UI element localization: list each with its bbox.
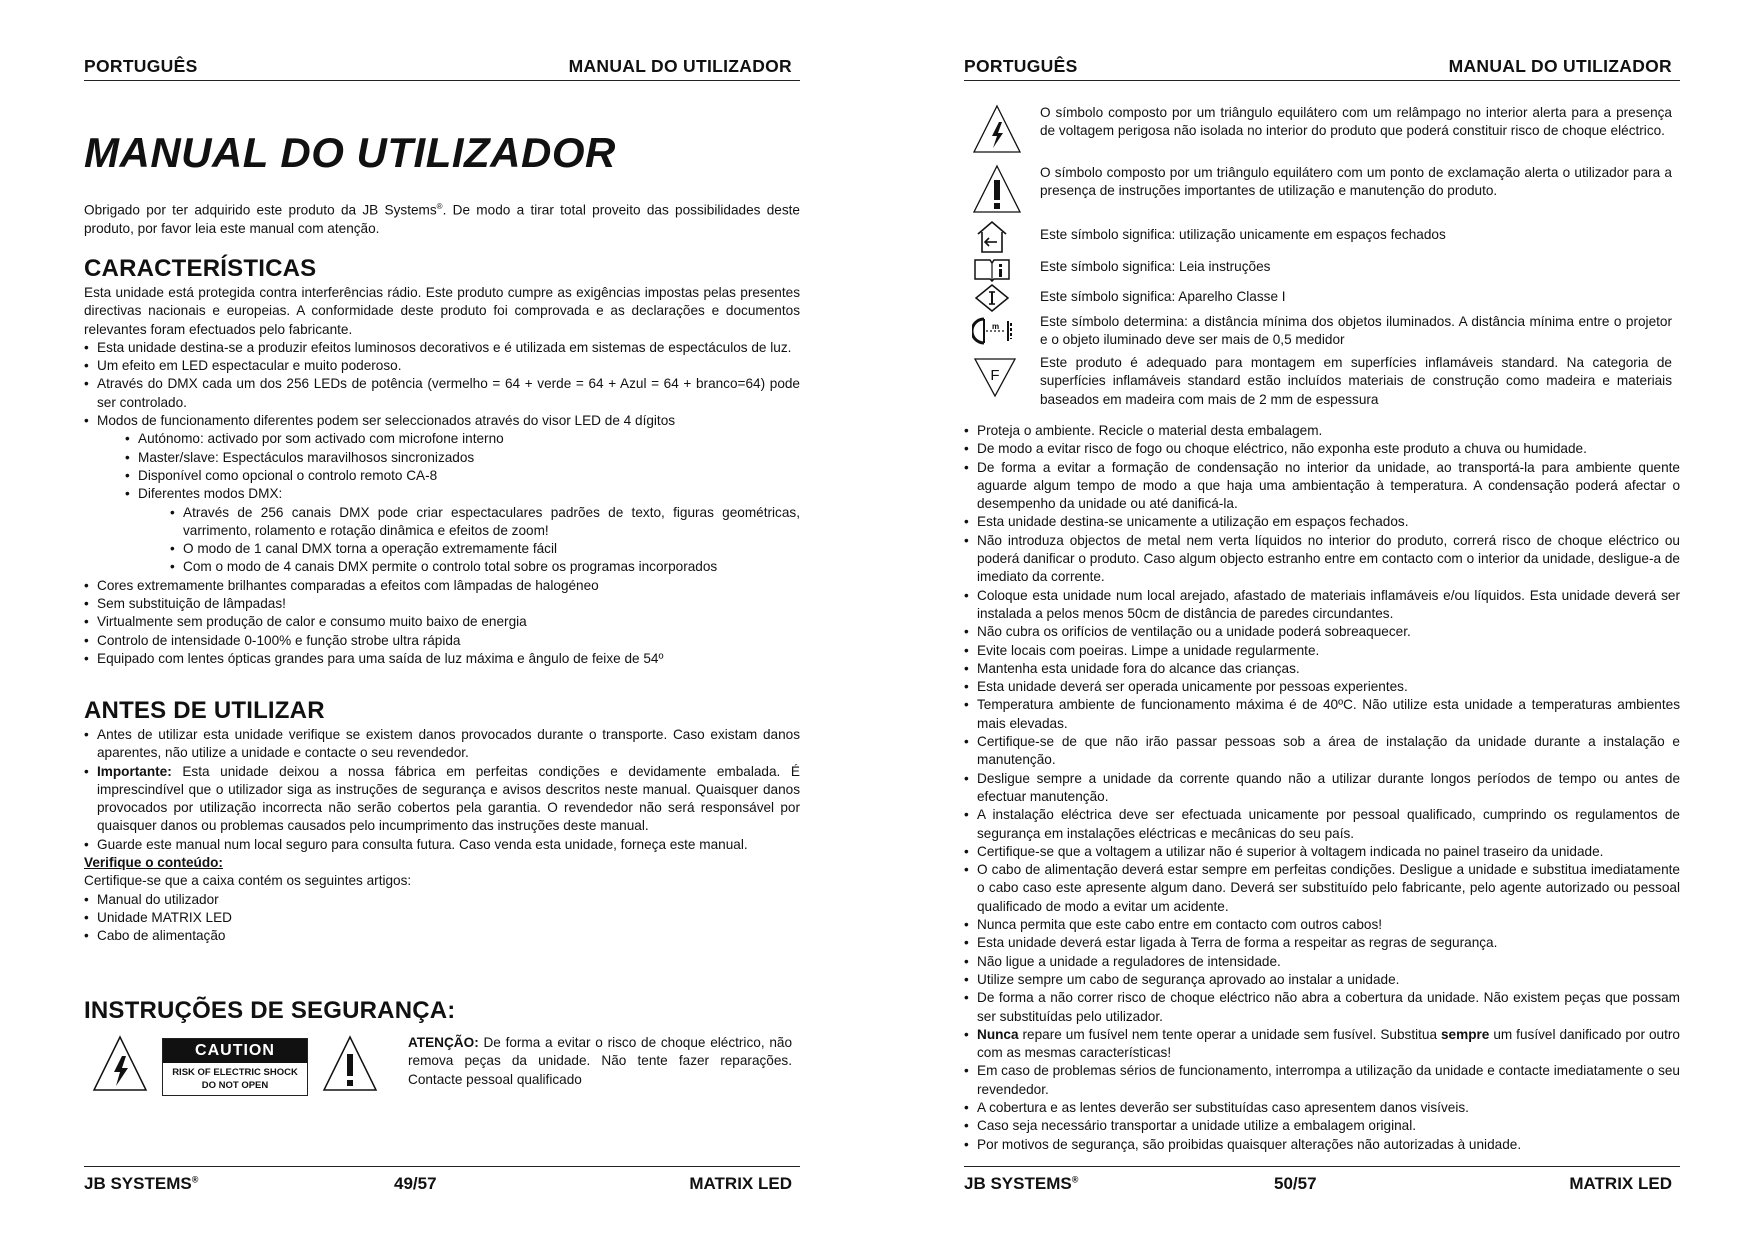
- before-use-heading: ANTES DE UTILIZAR: [84, 697, 325, 724]
- attention-text: [408, 1034, 792, 1089]
- before-use-list: [84, 726, 800, 854]
- list-item: • Por motivos de segurança, são proibidas quaisquer alterações não autorizadas à unidade.: [964, 1136, 1680, 1154]
- list-item: • Master/slave: Espectáculos maravilhosos sincronizados: [125, 449, 800, 467]
- footer-brand: [964, 1174, 1078, 1194]
- fuse-text: repare um fusível nem tente operar a unidade sem fusível. Substitua: [1018, 1026, 1441, 1042]
- list-item: • Disponível como opcional o controlo remoto CA-8: [125, 467, 800, 485]
- right-page: [964, 0, 1680, 1240]
- brand-name: JB SYSTEMS: [964, 1174, 1072, 1193]
- lightning-triangle-icon: [972, 104, 1022, 156]
- check-contents-heading: [84, 854, 800, 872]
- header-title: MANUAL DO UTILIZADOR: [1448, 56, 1672, 76]
- list-item: • Cores extremamente brilhantes comparadas a efeitos com lâmpadas de halogéneo: [84, 577, 800, 595]
- attention-label: ATENÇÃO:: [408, 1035, 479, 1050]
- caution-line-2: DO NOT OPEN: [201, 1080, 269, 1091]
- list-item: • Nunca permita que este cabo entre em contacto com outros cabos!: [964, 916, 1680, 934]
- list-item: • Certifique-se de que não irão passar pessoas sob a área de instalação da unidade durante a instalação e manutenção.: [964, 733, 1680, 770]
- list-item-text: Modos de funcionamento diferentes podem ser seleccionados através do visor LED de 4 dígitos: [97, 413, 676, 429]
- list-item: • A cobertura e as lentes deverão ser substituídas caso apresentem danos visíveis.: [964, 1099, 1680, 1117]
- list-item-text: Diferentes modos DMX:: [138, 486, 283, 502]
- brand-name: JB SYSTEMS: [84, 1174, 192, 1193]
- symbol-text: Este símbolo determina: a distância mínima dos objetos iluminados. A distância mínima entre o projetor e o objeto iluminado deve ser mais de 0,5 medidor: [1040, 314, 1672, 348]
- check-contents-text: Certifique-se que a caixa contém os seguintes artigos:: [84, 873, 412, 889]
- caution-title: CAUTION: [163, 1039, 307, 1063]
- intro-text: Obrigado por ter adquirido este produto da JB Systems: [84, 202, 437, 218]
- check-contents-label: Verifique o conteúdo:: [84, 855, 223, 871]
- list-item: • Controlo de intensidade 0-100% e função strobe ultra rápida: [84, 632, 800, 650]
- symbol-text: Este símbolo significa: Aparelho Classe I: [1040, 289, 1286, 304]
- list-item: • Caso seja necessário transportar a unidade utilize a embalagem original.: [964, 1117, 1680, 1135]
- list-item: • Autónomo: activado por som activado com microfone interno: [125, 430, 800, 448]
- list-item: • Esta unidade deverá ser operada unicamente por pessoas experientes.: [964, 678, 1680, 696]
- list-item: • Certifique-se que a voltagem a utilizar não é superior à voltagem indicada no painel traseiro da unidade.: [964, 843, 1680, 861]
- list-item: [84, 412, 800, 577]
- attention-body: De forma a evitar o risco de choque eléctrico, não remova peças da unidade. Não tente fazer reparações. Contacte pessoal qualificado: [408, 1035, 792, 1087]
- intro-text-end: . De modo a tirar total proveito das possibilidades deste produto, por favor leia este manual com atenção.: [84, 202, 800, 236]
- document-title: MANUAL DO UTILIZADOR: [84, 129, 616, 176]
- list-item: • A instalação eléctrica deve ser efectuada unicamente por pessoal qualificado, cumprindo os regulamentos de segurança em instalações eléctricas e mecânicas do seu país.: [964, 806, 1680, 843]
- list-item: • O cabo de alimentação deverá estar sempre em perfeitas condições. Desligue a unidade e substitua imediatamente o cabo caso este apresente algum dano. Deverá ser substituído pelo fabricante, pelo agente autorizado ou pessoal qualificado de modo a evitar um acidente.: [964, 861, 1680, 916]
- header-title: MANUAL DO UTILIZADOR: [568, 56, 792, 76]
- read-instructions-icon: [972, 256, 1012, 282]
- footer-brand: [84, 1174, 198, 1194]
- caution-warning: [163, 1063, 307, 1092]
- svg-text:m: m: [992, 322, 1000, 331]
- symbol-text: O símbolo composto por um triângulo equilátero com um ponto de exclamação alerta o utilizador para a presença de instruções importantes de utilização e manutenção do produto.: [1040, 165, 1672, 199]
- flammable-surface-icon: [972, 356, 1018, 398]
- footer-product: MATRIX LED: [689, 1174, 792, 1193]
- list-item: • De forma a não correr risco de choque eléctrico não abra a cobertura da unidade. Não existem peças que possam ser substituídas pelo utilizador.: [964, 989, 1680, 1026]
- header-language: PORTUGUÊS: [84, 56, 198, 76]
- symbol-text: Este símbolo significa: Leia instruções: [1040, 259, 1271, 274]
- fuse-never-label: Nunca: [977, 1026, 1019, 1042]
- caution-line-1: RISK OF ELECTRIC SHOCK: [172, 1067, 298, 1078]
- header-language: PORTUGUÊS: [964, 56, 1078, 76]
- features-list: [84, 339, 800, 668]
- page-number: 50/57: [1274, 1174, 1317, 1193]
- page-footer: [964, 1166, 1680, 1197]
- registered-mark: ®: [1071, 1174, 1079, 1185]
- list-item: [84, 763, 800, 836]
- symbol-text: O símbolo composto por um triângulo equilátero com um relâmpago no interior alerta para a presença de voltagem perigosa não isolada no interior do produto que poderá constituir risco de choque eléctrico.: [1040, 105, 1672, 139]
- page-number: 49/57: [394, 1174, 437, 1193]
- registered-mark: ®: [191, 1174, 199, 1185]
- list-item: • Virtualmente sem produção de calor e consumo muito baixo de energia: [84, 613, 800, 631]
- list-item: • De forma a evitar a formação de condensação no interior da unidade, ao transportá-la para ambiente quente aguarde algum tempo de modo a que haja uma ambientação à temperatura. A condensação poderá afectar o desempenho da unidade ou até danificá-la.: [964, 459, 1680, 514]
- symbol-text: Este símbolo significa: utilização unicamente em espaços fechados: [1040, 227, 1446, 242]
- registered-mark: ®: [436, 202, 443, 211]
- list-item: • Evite locais com poeiras. Limpe a unidade regularmente.: [964, 642, 1680, 660]
- features-heading: CARACTERÍSTICAS: [84, 255, 317, 282]
- list-item: • Esta unidade destina-se a produzir efeitos luminosos decorativos e é utilizada em sistemas de espectáculos de luz.: [84, 339, 800, 357]
- list-item: • Não introduza objectos de metal nem verta líquidos no interior do produto, correrá risco de choque eléctrico ou poderá danificar o produto. Caso algum objecto estranho entre em contacto com o interior da unidade, desligue-a de imediato da corrente.: [964, 532, 1680, 587]
- fuse-text-end: um fusível danificado por outro com as mesmas características!: [977, 1026, 1680, 1061]
- list-item: [125, 485, 800, 576]
- list-item: • Um efeito em LED espectacular e muito poderoso.: [84, 357, 800, 375]
- modes-list: [125, 430, 800, 576]
- class-1-icon: [972, 284, 1012, 312]
- list-item: • Utilize sempre um cabo de segurança aprovado ao instalar a unidade.: [964, 971, 1680, 989]
- fuse-always-label: sempre: [1440, 1026, 1490, 1042]
- list-item: • Antes de utilizar esta unidade verifique se existem danos provocados durante o transporte. Caso existam danos aparentes, não utilize a unidade e contacte o seu revendedor.: [84, 726, 800, 763]
- list-item: • Não cubra os orifícios de ventilação ou a unidade poderá sobreaquecer.: [964, 623, 1680, 641]
- list-item: • Em caso de problemas sérios de funcionamento, interrompa a utilização da unidade e contacte imediatamente o seu revendedor.: [964, 1062, 1680, 1099]
- list-item: • Sem substituição de lâmpadas!: [84, 595, 800, 613]
- safety-list: [964, 422, 1680, 1154]
- list-item: • Proteja o ambiente. Recicle o material desta embalagem.: [964, 422, 1680, 440]
- list-item: [964, 1026, 1680, 1063]
- list-item: • Não ligue a unidade a reguladores de intensidade.: [964, 953, 1680, 971]
- intro-paragraph: [84, 198, 800, 238]
- list-item: • Através de 256 canais DMX pode criar espectaculares padrões de texto, figuras geométricas, varrimento, rolamento e rotação dinâmica e efeitos de zoom!: [170, 504, 800, 541]
- left-page: [84, 0, 800, 1240]
- list-item: • Manual do utilizador: [84, 891, 800, 909]
- list-item: • Equipado com lentes ópticas grandes para uma saída de luz máxima e ângulo de feixe de 54º: [84, 650, 800, 668]
- caution-row: [84, 1034, 800, 1104]
- lightning-triangle-icon: [92, 1034, 148, 1094]
- safety-heading: INSTRUÇÕES DE SEGURANÇA:: [84, 997, 456, 1024]
- list-item: • Com o modo de 4 canais DMX permite o controlo total sobre os programas incorporados: [170, 558, 800, 576]
- list-item: • O modo de 1 canal DMX torna a operação extremamente fácil: [170, 540, 800, 558]
- indoor-use-icon: [972, 220, 1012, 254]
- features-section: [84, 254, 800, 668]
- icon-letter: F: [990, 367, 1000, 384]
- exclamation-triangle-icon: [322, 1034, 378, 1094]
- page-footer: [84, 1166, 800, 1197]
- caution-label: [162, 1038, 308, 1096]
- list-item: • Temperatura ambiente de funcionamento máxima é de 40ºC. Não utilize esta unidade a temperaturas ambientes mais elevadas.: [964, 696, 1680, 733]
- exclamation-triangle-icon: [972, 164, 1022, 216]
- before-use-section: [84, 696, 800, 946]
- min-distance-icon: [972, 315, 1016, 347]
- contents-list: [84, 891, 800, 946]
- dmx-modes-list: [170, 504, 800, 577]
- important-label: Importante:: [97, 763, 172, 779]
- list-item: • Mantenha esta unidade fora do alcance das crianças.: [964, 660, 1680, 678]
- list-item: • Esta unidade deverá estar ligada à Terra de forma a respeitar as regras de segurança.: [964, 934, 1680, 952]
- list-item: • Unidade MATRIX LED: [84, 909, 800, 927]
- list-item: • Desligue sempre a unidade da corrente quando não a utilizar durante longos períodos de tempo ou antes de efectuar manutenção.: [964, 770, 1680, 807]
- safety-list-section: [964, 422, 1680, 1154]
- symbol-text: Este produto é adequado para montagem em superfícies inflamáveis standard. Na categoria de superfícies inflamáveis standard estão incluídos materiais de construção como madeira e materiais baseados em madeira com mais de 2 mm de espessura: [1040, 355, 1672, 407]
- safety-section: [84, 996, 800, 1104]
- list-item: • Guarde este manual num local seguro para consulta futura. Caso venda esta unidade, forneça este manual.: [84, 836, 800, 854]
- list-item: • Coloque esta unidade num local arejado, afastado de materiais inflamáveis e/ou líquidos. Esta unidade deverá ser instalada a pelos menos 50cm de distância de paredes circundantes.: [964, 587, 1680, 624]
- list-item: • De modo a evitar risco de fogo ou choque eléctrico, não exponha este produto a chuva ou humidade.: [964, 440, 1680, 458]
- page-header: [84, 56, 800, 81]
- list-item-text: Esta unidade deixou a nossa fábrica em perfeitas condições e devidamente embalada. É imprescindível que o utilizador siga as instruções de segurança e avisos descritos neste manual. Quaisquer danos provocados por utilização incorrecta não serão cobertos pela garantia. O revendedor não será responsável por quaisquer danos ou problemas causados pelo incumprimento das instruções deste manual.: [97, 763, 800, 834]
- list-item: • Cabo de alimentação: [84, 927, 800, 945]
- list-item: • Através do DMX cada um dos 256 LEDs de potência (vermelho = 64 + verde = 64 + Azul = 64 + branco=64) pode ser controlado.: [84, 375, 800, 412]
- features-paragraph: Esta unidade está protegida contra interferências rádio. Este produto cumpre as exigências impostas pelas presentes directivas nacionais e europeias. A conformidade deste produto foi comprovada e as declarações e documentos relevantes foram efectuados pelo fabricante.: [84, 285, 800, 337]
- page-header: [964, 56, 1680, 81]
- footer-product: MATRIX LED: [1569, 1174, 1672, 1193]
- list-item: • Esta unidade destina-se unicamente a utilização em espaços fechados.: [964, 513, 1680, 531]
